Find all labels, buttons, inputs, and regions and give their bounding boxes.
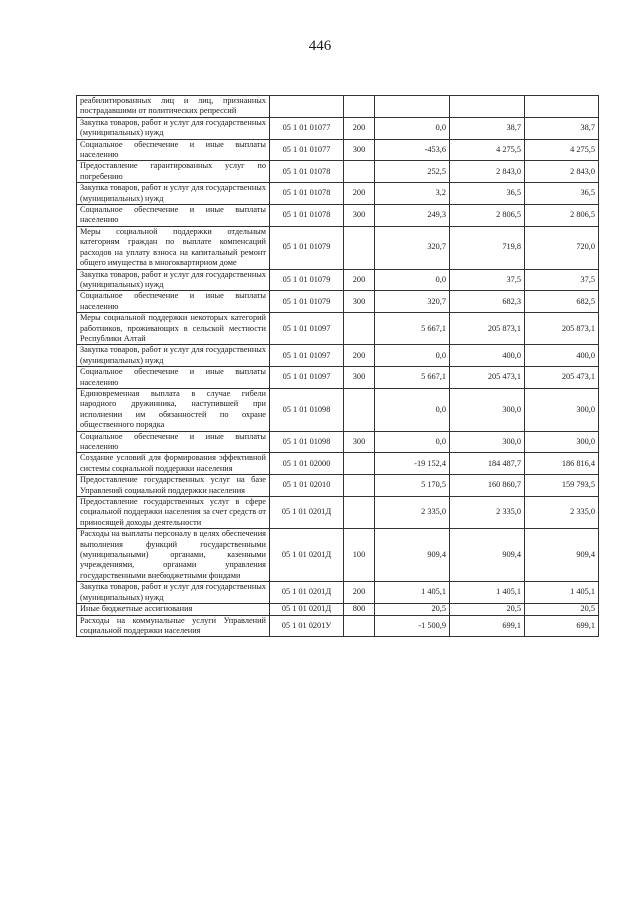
row-value-3-cell: 159 793,5	[525, 475, 599, 497]
row-value-2-cell: 205 873,1	[450, 313, 525, 345]
row-value-1-cell: 5 170,5	[375, 475, 450, 497]
row-expense-type-cell: 200	[344, 183, 375, 205]
row-value-2-cell: 1 405,1	[450, 582, 525, 604]
table-row	[77, 497, 599, 529]
row-value-1-cell: 3,2	[375, 183, 450, 205]
budget-table	[76, 95, 599, 637]
row-value-2-cell: 20,5	[450, 604, 525, 615]
row-name-cell: реабилитированных лиц и лиц, признанных пострадавшими от политических репрессий	[77, 96, 270, 118]
row-expense-type-cell	[344, 497, 375, 529]
row-value-3-cell: 682,5	[525, 291, 599, 313]
table-row	[77, 431, 599, 453]
row-value-1-cell: 909,4	[375, 529, 450, 582]
table-row	[77, 161, 599, 183]
row-value-1-cell: 0,0	[375, 431, 450, 453]
row-name-cell: Предоставление государственных услуг в сфере социальной поддержки населения за счет средств от приносящей доходы деятельности	[77, 497, 270, 529]
row-value-2-cell	[450, 96, 525, 118]
row-name-cell: Социальное обеспечение и иные выплаты населению	[77, 431, 270, 453]
table-row	[77, 475, 599, 497]
row-expense-type-cell	[344, 388, 375, 431]
row-name-cell: Закупка товаров, работ и услуг для государственных (муниципальных) нужд	[77, 345, 270, 367]
row-expense-type-cell	[344, 161, 375, 183]
row-code-cell: 05 1 01 01097	[270, 345, 344, 367]
row-expense-type-cell	[344, 615, 375, 637]
row-name-cell: Закупка товаров, работ и услуг для государственных (муниципальных) нужд	[77, 582, 270, 604]
table-row	[77, 96, 599, 118]
row-code-cell: 05 1 01 01078	[270, 161, 344, 183]
row-code-cell: 05 1 01 0201Д	[270, 604, 344, 615]
row-expense-type-cell: 100	[344, 529, 375, 582]
row-value-3-cell: 300,0	[525, 431, 599, 453]
row-code-cell: 05 1 01 0201У	[270, 615, 344, 637]
row-name-cell: Закупка товаров, работ и услуг для государственных (муниципальных) нужд	[77, 269, 270, 291]
row-code-cell: 05 1 01 01079	[270, 269, 344, 291]
row-code-cell: 05 1 01 02000	[270, 453, 344, 475]
budget-table-body	[77, 96, 599, 637]
row-expense-type-cell	[344, 96, 375, 118]
row-value-3-cell: 2 806,5	[525, 205, 599, 227]
row-value-1-cell: 0,0	[375, 269, 450, 291]
row-name-cell: Закупка товаров, работ и услуг для государственных (муниципальных) нужд	[77, 117, 270, 139]
row-name-cell: Расходы на коммунальные услуги Управлений социальной поддержки населения	[77, 615, 270, 637]
row-value-1-cell: -19 152,4	[375, 453, 450, 475]
row-value-3-cell	[525, 96, 599, 118]
table-row	[77, 269, 599, 291]
row-value-3-cell: 909,4	[525, 529, 599, 582]
row-name-cell: Меры социальной поддержки отдельным категориям граждан по выплате компенсаций расходов на уплату взноса на капитальный ремонт общего имущества в многоквартирном доме	[77, 226, 270, 269]
row-value-3-cell: 38,7	[525, 117, 599, 139]
row-value-1-cell	[375, 96, 450, 118]
table-row	[77, 615, 599, 637]
table-row	[77, 226, 599, 269]
row-expense-type-cell: 300	[344, 205, 375, 227]
row-value-2-cell: 37,5	[450, 269, 525, 291]
table-row	[77, 313, 599, 345]
row-expense-type-cell: 200	[344, 345, 375, 367]
row-value-2-cell: 36,5	[450, 183, 525, 205]
table-row	[77, 388, 599, 431]
row-value-3-cell: 400,0	[525, 345, 599, 367]
row-value-1-cell: 2 335,0	[375, 497, 450, 529]
row-value-2-cell: 4 275,5	[450, 139, 525, 161]
table-row	[77, 582, 599, 604]
row-value-1-cell: 5 667,1	[375, 367, 450, 389]
row-value-2-cell: 699,1	[450, 615, 525, 637]
row-value-1-cell: 1 405,1	[375, 582, 450, 604]
row-expense-type-cell: 800	[344, 604, 375, 615]
row-value-1-cell: 0,0	[375, 117, 450, 139]
row-expense-type-cell: 200	[344, 269, 375, 291]
row-value-3-cell: 37,5	[525, 269, 599, 291]
row-value-1-cell: -453,6	[375, 139, 450, 161]
row-code-cell: 05 1 01 02010	[270, 475, 344, 497]
row-expense-type-cell	[344, 475, 375, 497]
row-code-cell: 05 1 01 01098	[270, 388, 344, 431]
row-value-1-cell: 249,3	[375, 205, 450, 227]
row-code-cell: 05 1 01 01098	[270, 431, 344, 453]
row-code-cell: 05 1 01 01079	[270, 291, 344, 313]
row-code-cell: 05 1 01 01077	[270, 139, 344, 161]
row-code-cell: 05 1 01 01077	[270, 117, 344, 139]
row-name-cell: Предоставление государственных услуг на базе Управлений социальной поддержки населения	[77, 475, 270, 497]
row-name-cell: Социальное обеспечение и иные выплаты населению	[77, 139, 270, 161]
row-name-cell: Единовременная выплата в случае гибели народного дружинника, наступившей при исполнении им обязанностей по охране общественного порядка	[77, 388, 270, 431]
row-expense-type-cell	[344, 226, 375, 269]
row-code-cell: 05 1 01 0201Д	[270, 529, 344, 582]
table-row	[77, 453, 599, 475]
row-code-cell: 05 1 01 0201Д	[270, 497, 344, 529]
table-row	[77, 604, 599, 615]
row-name-cell: Предоставление гарантированных услуг по погребению	[77, 161, 270, 183]
row-value-1-cell: 320,7	[375, 226, 450, 269]
table-row	[77, 139, 599, 161]
row-expense-type-cell	[344, 313, 375, 345]
row-code-cell: 05 1 01 01097	[270, 367, 344, 389]
row-expense-type-cell: 300	[344, 367, 375, 389]
row-name-cell: Создание условий для формирования эффективной системы социальной поддержки населения	[77, 453, 270, 475]
row-name-cell: Социальное обеспечение и иные выплаты населению	[77, 291, 270, 313]
row-value-2-cell: 38,7	[450, 117, 525, 139]
row-expense-type-cell	[344, 453, 375, 475]
row-expense-type-cell: 300	[344, 431, 375, 453]
row-value-1-cell: 320,7	[375, 291, 450, 313]
row-code-cell: 05 1 01 01078	[270, 183, 344, 205]
row-value-3-cell: 186 816,4	[525, 453, 599, 475]
row-value-2-cell: 2 843,0	[450, 161, 525, 183]
row-expense-type-cell: 200	[344, 117, 375, 139]
row-value-2-cell: 2 806,5	[450, 205, 525, 227]
row-value-2-cell: 2 335,0	[450, 497, 525, 529]
row-value-1-cell: 5 667,1	[375, 313, 450, 345]
row-value-3-cell: 1 405,1	[525, 582, 599, 604]
row-value-2-cell: 160 860,7	[450, 475, 525, 497]
row-value-2-cell: 909,4	[450, 529, 525, 582]
row-value-2-cell: 300,0	[450, 431, 525, 453]
row-value-3-cell: 20,5	[525, 604, 599, 615]
row-value-1-cell: 20,5	[375, 604, 450, 615]
row-value-1-cell: 0,0	[375, 345, 450, 367]
row-code-cell: 05 1 01 01097	[270, 313, 344, 345]
row-value-2-cell: 184 487,7	[450, 453, 525, 475]
row-value-3-cell: 720,0	[525, 226, 599, 269]
table-row	[77, 291, 599, 313]
table-row	[77, 345, 599, 367]
row-expense-type-cell: 300	[344, 139, 375, 161]
row-name-cell: Социальное обеспечение и иные выплаты населению	[77, 205, 270, 227]
row-name-cell: Закупка товаров, работ и услуг для государственных (муниципальных) нужд	[77, 183, 270, 205]
table-row	[77, 205, 599, 227]
page-number: 446	[308, 38, 332, 54]
row-value-2-cell: 400,0	[450, 345, 525, 367]
row-value-2-cell: 719,8	[450, 226, 525, 269]
row-value-3-cell: 2 843,0	[525, 161, 599, 183]
row-value-3-cell: 300,0	[525, 388, 599, 431]
table-row	[77, 529, 599, 582]
table-row	[77, 117, 599, 139]
table-row	[77, 183, 599, 205]
row-value-1-cell: 252,5	[375, 161, 450, 183]
table-row	[77, 367, 599, 389]
row-name-cell: Иные бюджетные ассигнования	[77, 604, 270, 615]
row-name-cell: Социальное обеспечение и иные выплаты населению	[77, 367, 270, 389]
row-value-3-cell: 2 335,0	[525, 497, 599, 529]
row-code-cell: 05 1 01 0201Д	[270, 582, 344, 604]
row-value-1-cell: -1 500,9	[375, 615, 450, 637]
row-code-cell	[270, 96, 344, 118]
row-value-1-cell: 0,0	[375, 388, 450, 431]
row-value-2-cell: 300,0	[450, 388, 525, 431]
row-value-3-cell: 36,5	[525, 183, 599, 205]
row-value-2-cell: 205 473,1	[450, 367, 525, 389]
row-value-2-cell: 682,3	[450, 291, 525, 313]
row-expense-type-cell: 300	[344, 291, 375, 313]
row-code-cell: 05 1 01 01078	[270, 205, 344, 227]
row-name-cell: Расходы на выплаты персоналу в целях обеспечения выполнения функций государственными (муниципальными) органами, казенными учреждениями, органами управления государственными внебюджетными фондами	[77, 529, 270, 582]
row-value-3-cell: 205 873,1	[525, 313, 599, 345]
row-name-cell: Меры социальной поддержки некоторых категорий работников, проживающих в сельской местности Республики Алтай	[77, 313, 270, 345]
row-code-cell: 05 1 01 01079	[270, 226, 344, 269]
row-expense-type-cell: 200	[344, 582, 375, 604]
row-value-3-cell: 699,1	[525, 615, 599, 637]
row-value-3-cell: 4 275,5	[525, 139, 599, 161]
row-value-3-cell: 205 473,1	[525, 367, 599, 389]
